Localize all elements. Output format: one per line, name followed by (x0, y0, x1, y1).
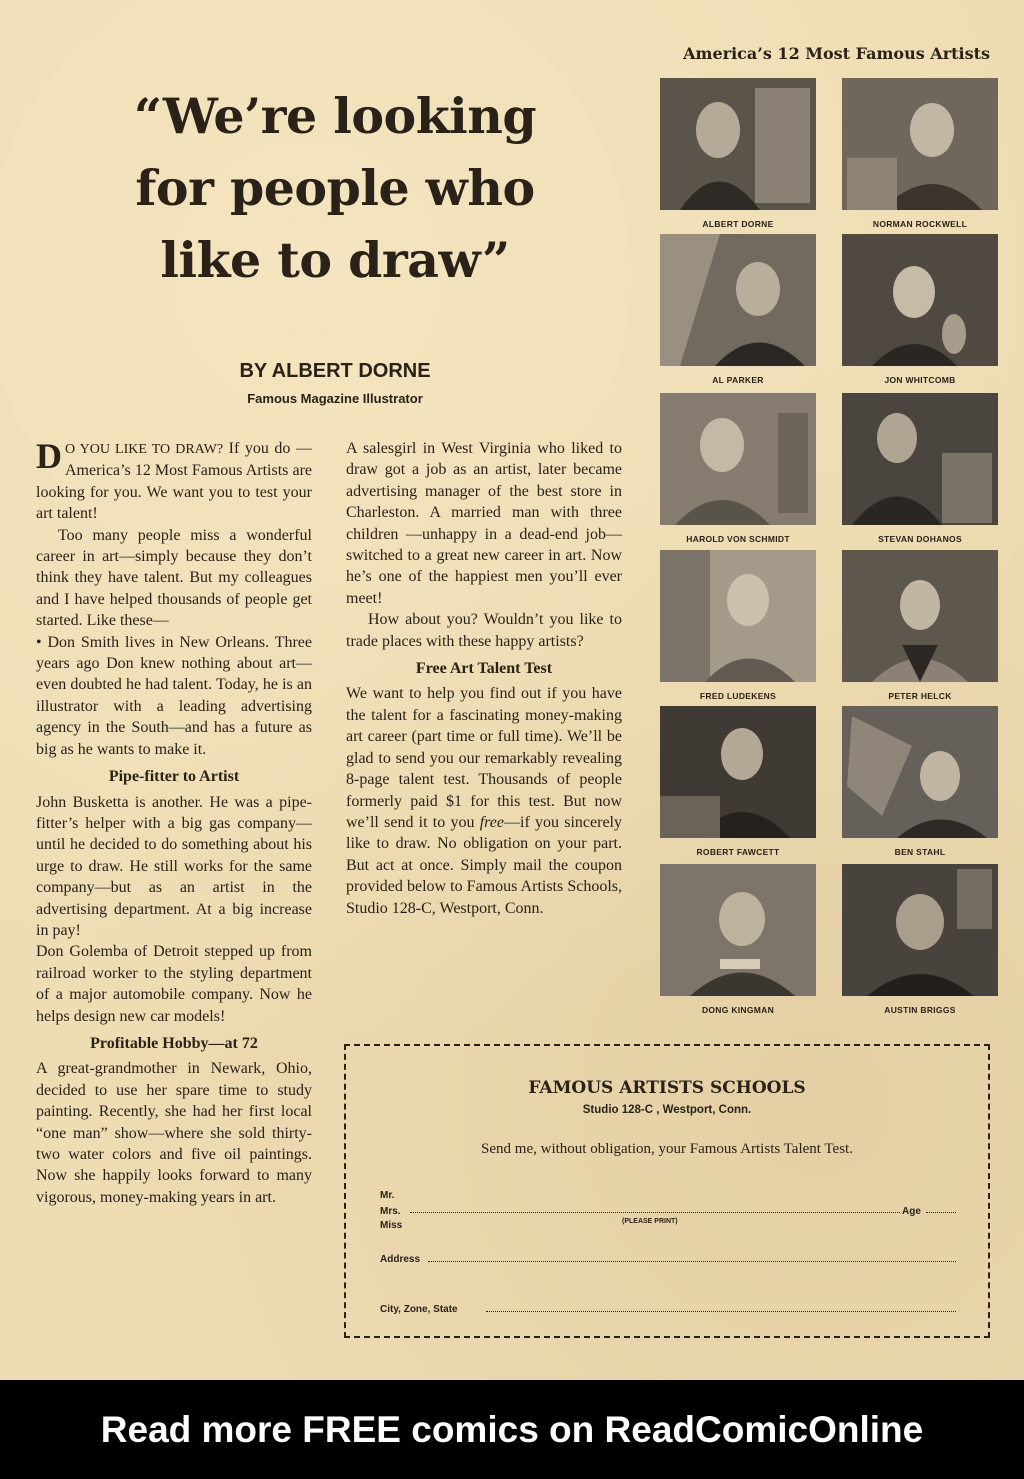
artist-name: JON WHITCOMB (884, 375, 956, 385)
artist-name: STEVAN DOHANOS (878, 534, 962, 544)
age-label: Age (902, 1206, 921, 1217)
artist-portrait (842, 234, 998, 385)
paragraph: • Don Smith lives in New Orleans. Three years ago Don knew nothing about art—even doubted he had talent. Today, he is an illustrator with a leading advertising agency in the South—and has a future as big as he wants to make it. (36, 633, 312, 758)
subheading: Profitable Hobby—at 72 (90, 1034, 258, 1052)
name-field[interactable] (410, 1212, 900, 1213)
paragraph: Too many people miss a wonderful career in art—simply because they don’t think they have talent. But my colleagues and I have helped thousands of people get started. Like these— (36, 526, 312, 630)
paragraph (346, 683, 622, 918)
headline: “We’re looking for people who like to draw” (133, 87, 537, 289)
coupon-request: Send me, without obligation, your Famous Artists Talent Test. (481, 1141, 853, 1157)
city-zone-state-field[interactable] (486, 1311, 956, 1312)
portrait-photo (660, 393, 816, 525)
artist-portrait (660, 550, 816, 701)
artist-portrait (660, 78, 816, 229)
portrait-photo (660, 864, 816, 996)
city-zone-state-label: City, Zone, State (380, 1304, 458, 1315)
artist-portrait (660, 864, 816, 1015)
artist-name: ALBERT DORNE (702, 219, 774, 229)
footer-banner[interactable]: Read more FREE comics on ReadComicOnline (0, 1380, 1024, 1479)
portrait-photo (842, 864, 998, 996)
subheading: Pipe-fitter to Artist (108, 768, 240, 786)
artist-name: DONG KINGMAN (701, 1005, 775, 1015)
portrait-photo (660, 234, 816, 366)
artist-portrait (842, 393, 998, 544)
address-field[interactable] (428, 1261, 956, 1262)
please-print-note: (PLEASE PRINT) (622, 1218, 678, 1225)
subheading: Free Art Talent Test (415, 660, 553, 678)
portrait-photo (660, 550, 816, 682)
portrait-photo (842, 550, 998, 682)
emphasis: free (479, 813, 504, 831)
portrait-photo (660, 706, 816, 838)
coupon-studio: Studio 128-C , Westport, Conn. (582, 1104, 752, 1116)
mail-coupon[interactable] (344, 1044, 990, 1338)
byline-subtitle: Famous Magazine Illustrator (247, 391, 423, 406)
artist-name: BEN STAHL (894, 847, 946, 857)
portrait-photo (842, 393, 998, 525)
paragraph-text: —if you sincerely like to draw. No obligation on your part. But act at once. Simply mail the coupon provided below to Famous Artists Schools, Studio 128-C, Westport, Conn. (346, 813, 622, 917)
paragraph (36, 438, 312, 525)
miss-label: Miss (380, 1220, 403, 1231)
article-column-1 (36, 438, 312, 1208)
mr-label: Mr. (380, 1190, 395, 1201)
artist-name: HAROLD VON SCHMIDT (686, 534, 790, 544)
paragraph: A great-grandmother in Newark, Ohio, decided to use her spare time to study painting. Recently, she had her first local “one man” show—where she sold thirty-two water colors and five oil paintings. Now she happily looks forward to many vigorous, money-making years in art. (36, 1060, 312, 1206)
artist-name: AUSTIN BRIGGS (884, 1005, 956, 1015)
drop-cap: D (36, 436, 62, 476)
artist-name: FRED LUDEKENS (699, 691, 777, 701)
artist-name: PETER HELCK (888, 691, 952, 701)
artist-portrait (660, 706, 816, 857)
artists-title: America’s 12 Most Famous Artists (683, 44, 990, 63)
artist-portrait (660, 234, 816, 385)
artist-name: NORMAN ROCKWELL (872, 219, 968, 229)
artist-portrait (660, 393, 816, 544)
age-field[interactable] (926, 1212, 956, 1213)
paragraph: A salesgirl in West Virginia who liked to draw got a job as an artist, later became advertising manager of the best store in Charleston. A married man with three children —unhappy in a dead-end job— switched to a great new career in art. Now he’s one of the happiest men you’ll ever meet! (346, 440, 622, 607)
paragraph-text: If you do —America’s 12 Most Famous Artists are looking for you. We want you to test your art talent! (36, 440, 312, 523)
portrait-photo (842, 234, 998, 366)
portrait-photo (842, 706, 998, 838)
paragraph: How about you? Wouldn’t you like to trade places with these happy artists? (346, 611, 622, 650)
byline: BY ALBERT DORNE (239, 360, 431, 382)
address-label: Address (380, 1254, 421, 1265)
artist-name: ROBERT FAWCETT (696, 847, 780, 857)
artist-portrait (842, 78, 998, 229)
article-column-2 (346, 438, 622, 919)
paragraph: John Busketta is another. He was a pipe-fitter’s helper with a big gas company—until he decided to do something about his urge to draw. He still works for the same company—but as an artist in the advertising department. At a big increase in pay! (36, 793, 312, 939)
paragraph-text: We want to help you find out if you have the talent for a fascinating money-making art career (part time or full time). We’ll be glad to send you our remarkably revealing 8-page talent test. Thousands of people formerly paid $1 for this test. But now we’ll send it to you (346, 685, 622, 831)
mrs-label: Mrs. (380, 1206, 401, 1217)
lead-caps: O YOU LIKE TO DRAW? (65, 442, 224, 457)
paragraph: Don Golemba of Detroit stepped up from railroad worker to the styling department of a major automobile company. Now he helps design new car models! (36, 943, 312, 1025)
artist-portrait (842, 550, 998, 701)
artist-portrait (842, 864, 998, 1015)
artist-portrait (842, 706, 998, 857)
portrait-photo (660, 78, 816, 210)
portrait-photo (842, 78, 998, 210)
coupon-title: FAMOUS ARTISTS SCHOOLS (528, 1078, 806, 1098)
artist-name: AL PARKER (712, 375, 764, 385)
